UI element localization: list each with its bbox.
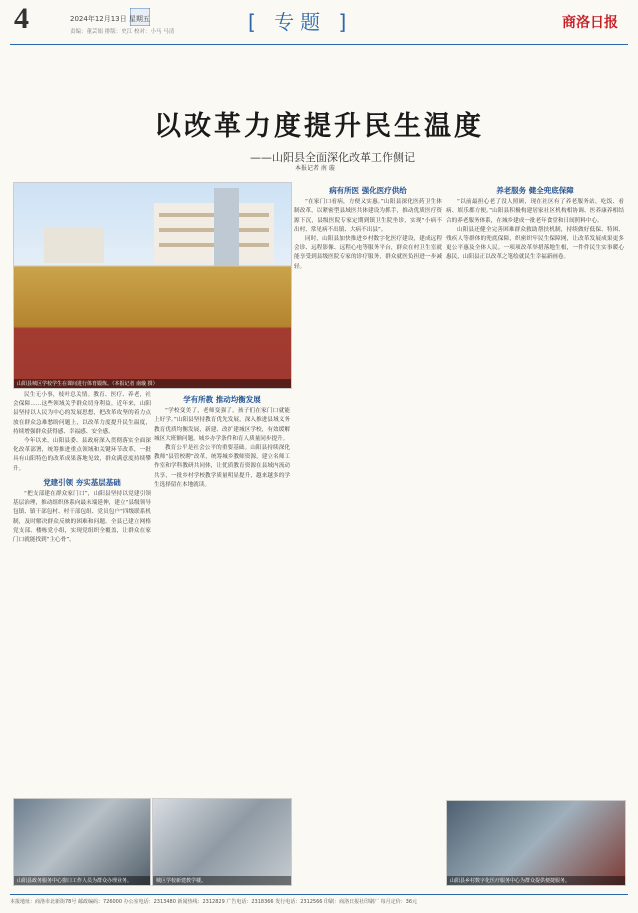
article-subtitle: ——山阳县全面深化改革工作侧记 bbox=[250, 151, 415, 164]
school-building-illustration bbox=[14, 183, 291, 388]
newspaper-logo: 商洛日报 bbox=[562, 15, 618, 31]
section-heading-medical: 病有所医 强化医疗供给 bbox=[329, 186, 407, 195]
column-4 bbox=[446, 182, 624, 794]
article-title: 以改革力度提升民生温度 bbox=[154, 111, 484, 142]
section-heading-education: 学有所教 推动均衡发展 bbox=[183, 395, 261, 404]
header-rule bbox=[10, 44, 628, 45]
section-heading-elderly: 养老服务 健全兜底保障 bbox=[496, 186, 574, 195]
section-title: [ 专题 ] bbox=[248, 10, 353, 34]
school-photo bbox=[152, 798, 292, 886]
medical-service-photo bbox=[446, 800, 626, 886]
photo-caption: 城区学校新建教学楼。 bbox=[153, 876, 291, 885]
section-heading-party: 党建引领 夯实基层基础 bbox=[43, 477, 121, 487]
main-photo-caption: 山阳县城区学校学生在课间进行体育锻炼。（本报记者 南璇 摄） bbox=[14, 379, 291, 388]
footer-rule bbox=[10, 894, 628, 895]
paragraph: 今年以来，山阳县委、县政府深入贯彻落实全面深化改革部署，统筹推进重点领域和关键环节改革，一批具有山阳特色的改革成果落地见效，群众满意度持续攀升。 bbox=[13, 438, 151, 472]
column-2 bbox=[154, 391, 290, 791]
paragraph: 教育公平是社会公平的重要基础。山阳县持续深化教师“县管校聘”改革，统筹城乡教师资源，建立名师工作室和学科教研共同体，让优质教育资源在县域内流动共享，一批乡村学校教学质量明显提升，越来越多的学生选择留在本地就读。 bbox=[154, 445, 290, 488]
issue-date: 2024年12月13日 星期五 bbox=[70, 15, 150, 23]
paragraph: “学校变美了，老师变强了，孩子们在家门口就能上好学。”山阳县坚持教育优先发展，深入推进县域义务教育优质均衡发展，新建、改扩建城区学校，有效缓解城区大班额问题，城乡办学条件和育人质量同步提升。 bbox=[154, 408, 290, 442]
paragraph: “把支部建在群众家门口”，山阳县坚持以党建引领基层治理，推动组织体系向最末端延伸，建立“县级领导包镇、镇干部包村、村干部包组、党员包户”四级联系机制，及时解决群众反映的困难和问题。全县已建立网格党支部、楼栋党小组，实现党组织全覆盖，让群众在家门口就能找到“主心骨”。 bbox=[13, 491, 151, 544]
paragraph: “以前最担心老了没人照顾，现在社区有了养老服务站，吃饭、看病、娱乐都方便。”山阳县积极构建居家社区机构相协调、医养康养相结合的养老服务体系，在城乡建成一批老年食堂和日间照料中心。 bbox=[446, 199, 624, 224]
column-1 bbox=[13, 391, 151, 791]
photo-caption: 山阳县乡村数字化医疗服务中心为群众提供便捷服务。 bbox=[447, 876, 625, 885]
paragraph: 山阳县还健全完善困难群众救助帮扶机制，持续做好低保、特困、残疾人等群体的兜底保障，织密织牢民生保障网，让改革发展成果更多更公平惠及全体人民。一项项改革举措落地生根，一件件民生实事暖心惠民，山阳县正以改革之笔绘就民生幸福新画卷。 bbox=[446, 226, 624, 261]
column-3 bbox=[294, 182, 442, 882]
intro-paragraph: 民生无小事，枝叶总关情。教育、医疗、养老，社会保障……这些领域关乎群众切身利益。近年来，山阳县坚持以人民为中心的发展思想，把改革攻坚的着力点放在群众急难愁盼问题上，以改革力度提升民生温度，持续增强群众获得感、幸福感、安全感。 bbox=[13, 392, 151, 435]
editor-credits: 责编：董芸娟 排版：史江 校对：小马 马清 bbox=[70, 29, 175, 35]
article-byline: 本报记者 南 璇 bbox=[295, 165, 335, 172]
main-photo bbox=[13, 182, 292, 389]
paragraph: “在家门口看病，方便又实惠。”山阳县深化医药卫生体制改革，以紧密型县域医共体建设为抓手，推动优质医疗资源下沉，县级医院专家定期到镇卫生院坐诊，实现“小病不出村、常见病不出镇、大病不出县”。 bbox=[294, 199, 442, 233]
photo-caption: 山阳县政务服务中心窗口工作人员为群众办理业务。 bbox=[14, 876, 150, 885]
footer-info: 本报地址：商洛市北新街78号 邮政编码：726000 办公室电话：2313480 新闻热线：2312829 广告电话：2318366 发行电话：2312566 印刷：商洛日报社印刷厂 每月定价：36元 bbox=[10, 899, 418, 905]
paragraph: 同时，山阳县加快推进乡村数字化医疗建设，建成远程会诊、远程影像、远程心电等服务平台，群众在村卫生室就能享受到县级医院专家的诊疗服务，群众就医负担进一步减轻。 bbox=[294, 236, 442, 270]
page-number: 4 bbox=[14, 2, 29, 35]
service-center-photo bbox=[13, 798, 151, 886]
